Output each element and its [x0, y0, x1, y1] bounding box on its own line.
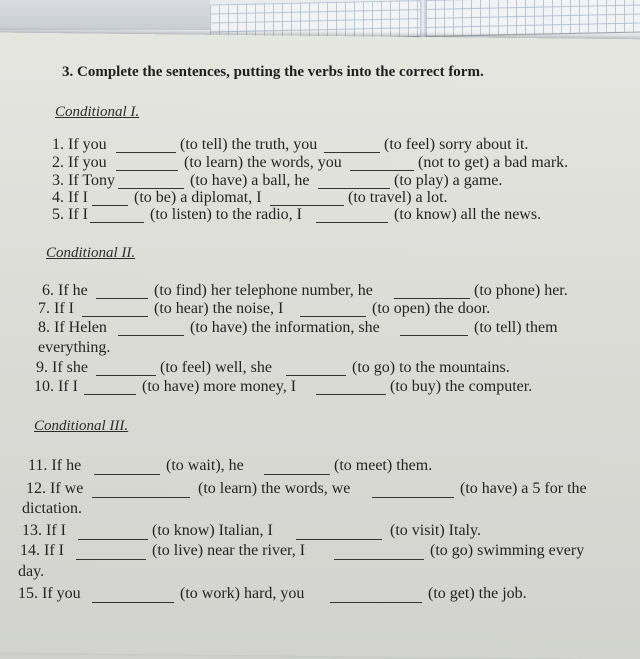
- sentence-part: (to travel) a lot.: [348, 189, 448, 206]
- sentence-part: (to visit) Italy.: [390, 522, 481, 539]
- answer-blank[interactable]: [78, 525, 148, 540]
- sentence-part: 12. If we: [26, 480, 84, 497]
- sentence-part: (to meet) them.: [334, 457, 433, 474]
- sentence-part: (to open) the door.: [372, 300, 491, 317]
- sentence-part: (to find) her telephone number, he: [154, 282, 373, 299]
- answer-blank[interactable]: [296, 525, 382, 540]
- sentence-part: 10. If I: [34, 378, 78, 395]
- sentence-part: (to wait), he: [166, 457, 244, 474]
- answer-blank[interactable]: [330, 588, 422, 603]
- answer-blank[interactable]: [270, 191, 344, 206]
- sentence-part: 14. If I: [20, 542, 64, 559]
- answer-blank[interactable]: [316, 380, 386, 395]
- section-heading-conditional-2: Conditional II.: [46, 245, 136, 261]
- sentence-part: (to learn) the words, we: [198, 480, 351, 497]
- answer-blank[interactable]: [94, 460, 160, 475]
- sentence-part: 4. If I: [52, 189, 88, 206]
- answer-blank[interactable]: [264, 460, 330, 475]
- sentence-part: 15. If you: [18, 585, 81, 602]
- answer-blank[interactable]: [116, 156, 178, 171]
- sentence-part: 7. If I: [38, 300, 74, 317]
- sentence-part: 11. If he: [28, 457, 82, 474]
- sentence-part: (to know) all the news.: [394, 206, 542, 223]
- sentence-part: 13. If I: [22, 522, 66, 539]
- section-heading-conditional-1: Conditional I.: [55, 104, 140, 120]
- answer-blank[interactable]: [118, 321, 184, 336]
- answer-blank[interactable]: [372, 483, 454, 498]
- sentence-part: (to hear) the noise, I: [154, 300, 284, 317]
- answer-blank[interactable]: [394, 284, 470, 299]
- sentence-part: 9. If she: [36, 359, 88, 376]
- sentence-part: (to go) to the mountains.: [352, 359, 510, 376]
- answer-blank[interactable]: [90, 208, 144, 223]
- sentence-part: (to know) Italian, I: [152, 522, 273, 539]
- answer-blank[interactable]: [286, 361, 346, 376]
- sentence-part: (to live) near the river, I: [152, 542, 306, 559]
- sentence-part: 1. If you: [52, 136, 107, 153]
- sentence-part: (to learn) the words, you: [184, 154, 342, 171]
- answer-blank[interactable]: [400, 321, 468, 336]
- sentence-part: (to tell) them: [474, 319, 558, 336]
- answer-blank[interactable]: [96, 284, 148, 299]
- sentence-part: (to feel) sorry about it.: [384, 136, 529, 153]
- sentence-part: (to feel) well, she: [160, 359, 272, 376]
- sentence-part: (to have) more money, I: [142, 378, 297, 395]
- sentence-part: (not to get) a bad mark.: [418, 154, 569, 171]
- answer-blank[interactable]: [92, 483, 190, 498]
- answer-blank[interactable]: [116, 138, 176, 153]
- sentence-part: (to listen) to the radio, I: [150, 206, 302, 223]
- answer-blank[interactable]: [76, 545, 146, 560]
- section-heading-conditional-3: Conditional III.: [34, 418, 129, 434]
- answer-blank[interactable]: [82, 302, 148, 317]
- answer-blank[interactable]: [350, 156, 414, 171]
- sentence-part: (to go) swimming every: [430, 542, 585, 559]
- sentence-part: 2. If you: [52, 154, 107, 171]
- sentence-part: (to phone) her.: [474, 282, 568, 299]
- answer-blank[interactable]: [324, 138, 380, 153]
- answer-blank[interactable]: [334, 545, 424, 560]
- exercise-title: 3. Complete the sentences, putting the verbs into the correct form.: [62, 64, 484, 80]
- answer-blank[interactable]: [92, 191, 128, 206]
- sentence-part: (to have) a ball, he: [190, 172, 310, 189]
- answer-blank[interactable]: [118, 174, 184, 189]
- sentence-continuation: dictation.: [22, 500, 82, 517]
- sentence-part: (to work) hard, you: [180, 585, 305, 602]
- sentence-part: (to get) the job.: [428, 585, 527, 602]
- sentence-part: 5. If I: [52, 206, 88, 223]
- answer-blank[interactable]: [92, 588, 174, 603]
- sentence-part: 3. If Tony: [52, 172, 116, 189]
- sentence-continuation: everything.: [38, 339, 111, 356]
- answer-blank[interactable]: [84, 380, 136, 395]
- sentence-part: (to play) a game.: [394, 172, 503, 189]
- answer-blank[interactable]: [318, 174, 390, 189]
- sentence-part: (to tell) the truth, you: [180, 136, 318, 153]
- sentence-continuation: day.: [18, 563, 45, 580]
- answer-blank[interactable]: [316, 208, 388, 223]
- sentence-part: 8. If Helen: [38, 319, 107, 336]
- answer-blank[interactable]: [300, 302, 366, 317]
- sentence-part: (to have) the information, she: [190, 319, 380, 336]
- sentence-part: (to be) a diplomat, I: [134, 189, 262, 206]
- sentence-part: (to buy) the computer.: [390, 378, 533, 395]
- answer-blank[interactable]: [96, 361, 156, 376]
- sentence-part: 6. If he: [42, 282, 88, 299]
- sentence-part: (to have) a 5 for the: [460, 480, 587, 497]
